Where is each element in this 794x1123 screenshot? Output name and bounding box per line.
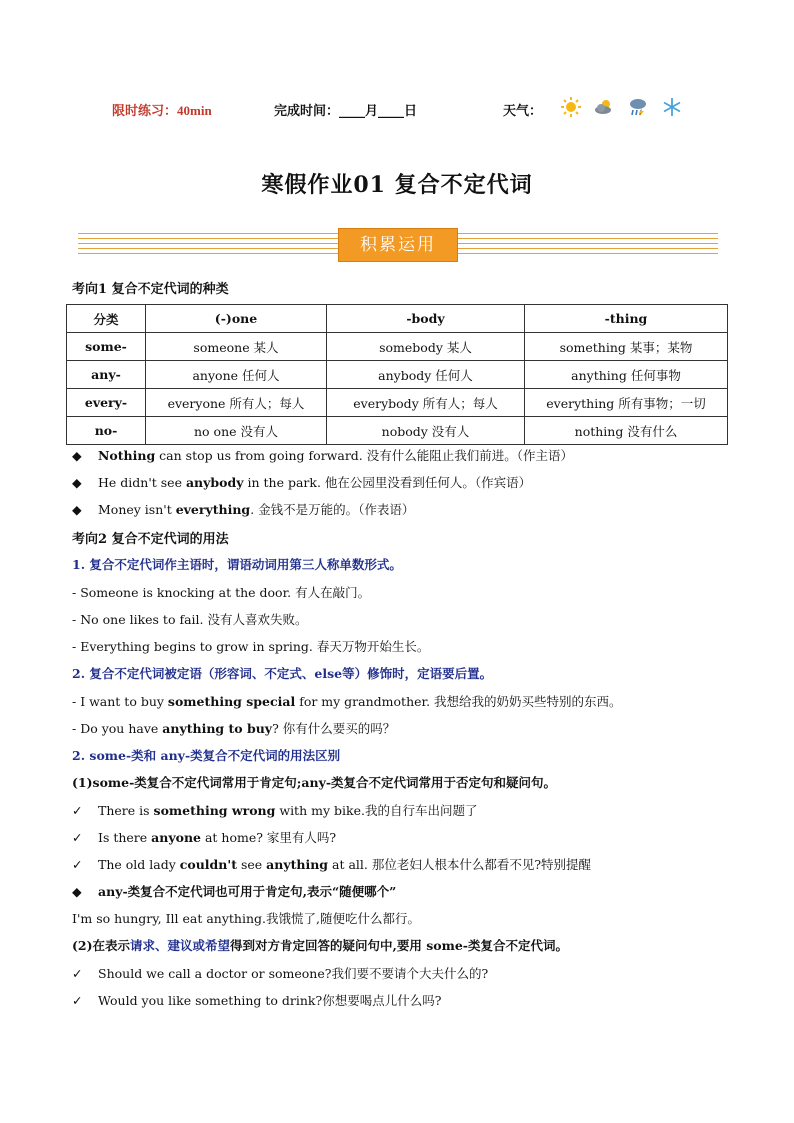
table-header-row xyxy=(67,305,728,333)
table-cell: any- xyxy=(67,361,146,389)
table-header-cell: -body xyxy=(327,305,525,333)
rule-heading: 2. 复合不定代词被定语（形容词、不定式、else等）修饰时，定语要后置。 xyxy=(72,666,493,681)
table-cell: no one 没有人 xyxy=(146,417,327,445)
example-line: ✓ Is there anyone at home? 家里有人吗? xyxy=(72,830,337,845)
snow-icon[interactable] xyxy=(661,96,683,118)
table-cell: everyone 所有人；每人 xyxy=(146,389,327,417)
time-limit-label: 限时练习：40min xyxy=(112,103,212,118)
table-cell: something 某事；某物 xyxy=(525,333,728,361)
example-line: - Someone is knocking at the door. 有人在敲门。 xyxy=(72,585,371,600)
rule-subheading: (1)some-类复合不定代词常用于肯定句;any-类复合不定代词常用于否定句和疑问句。 xyxy=(72,775,557,790)
table-row xyxy=(67,333,728,361)
rule-heading: 1. 复合不定代词作主语时，谓语动词用第三人称单数形式。 xyxy=(72,557,402,572)
check-bullet-icon: ✓ xyxy=(72,830,83,845)
table-header-cell: 分类 xyxy=(67,305,146,333)
table-row xyxy=(67,389,728,417)
table-cell: nothing 没有什么 xyxy=(525,417,728,445)
table-header-cell: (-)one xyxy=(146,305,327,333)
section-banner: 积累运用 xyxy=(338,228,458,262)
check-bullet-icon: ✓ xyxy=(72,803,83,818)
diamond-bullet-icon: ◆ xyxy=(72,475,82,490)
table-cell: somebody 某人 xyxy=(327,333,525,361)
example-line: - Do you have anything to buy? 你有什么要买的吗？ xyxy=(72,721,396,736)
section-heading-1: 考向1 复合不定代词的种类 xyxy=(72,282,229,297)
page-title: 寒假作业01 复合不定代词 xyxy=(261,172,533,198)
rule-heading: 2. some-类和 any-类复合不定代词的用法区别 xyxy=(72,748,341,763)
rule-subheading: (2)在表示请求、建议或希望得到对方肯定回答的疑问句中,要用 some-类复合不定代词。 xyxy=(72,938,568,953)
table-cell: nobody 没有人 xyxy=(327,417,525,445)
example-line: ◆ Money isn't everything. 金钱不是万能的。（作表语） xyxy=(72,502,415,517)
table-cell: no- xyxy=(67,417,146,445)
example-line: - I want to buy something special for my grandmother. 我想给我的奶奶买些特别的东西。 xyxy=(72,694,622,709)
check-bullet-icon: ✓ xyxy=(72,993,83,1008)
check-bullet-icon: ✓ xyxy=(72,857,83,872)
cloudy-icon[interactable] xyxy=(593,96,615,118)
pronoun-table xyxy=(66,304,728,445)
example-line: ✓ Should we call a doctor or someone?我们要不要请个大夫什么的? xyxy=(72,966,489,981)
example-line: ✓ There is something wrong with my bike.我的自行车出问题了 xyxy=(72,803,478,818)
section-heading-2: 考向2 复合不定代词的用法 xyxy=(72,532,229,547)
table-header-cell: -thing xyxy=(525,305,728,333)
table-cell: some- xyxy=(67,333,146,361)
note-line: ◆ any-类复合不定代词也可用于肯定句,表示“随便哪个” xyxy=(72,884,397,899)
diamond-bullet-icon: ◆ xyxy=(72,448,82,463)
example-line: - Everything begins to grow in spring. 春天万物开始生长。 xyxy=(72,639,430,654)
rain-icon[interactable] xyxy=(627,96,649,118)
sunny-icon[interactable] xyxy=(560,96,582,118)
diamond-bullet-icon: ◆ xyxy=(72,884,82,899)
example-line: ✓ The old lady couldn't see anything at all. 那位老妇人根本什么都看不见?特别提醒 xyxy=(72,857,592,872)
table-row xyxy=(67,417,728,445)
table-cell: anything 任何事物 xyxy=(525,361,728,389)
table-cell: everybody 所有人；每人 xyxy=(327,389,525,417)
table-cell: anyone 任何人 xyxy=(146,361,327,389)
completion-date-label: 完成时间：____月____日 xyxy=(274,104,418,119)
example-line: ✓ Would you like something to drink?你想要喝点儿什么吗? xyxy=(72,993,442,1008)
weather-label: 天气： xyxy=(503,104,543,119)
table-row xyxy=(67,361,728,389)
check-bullet-icon: ✓ xyxy=(72,966,83,981)
example-line: I'm so hungry, Ill eat anything.我饿慌了,随便吃什么都行。 xyxy=(72,911,420,926)
table-cell: everything 所有事物；一切 xyxy=(525,389,728,417)
table-cell: every- xyxy=(67,389,146,417)
example-line: - No one likes to fail. 没有人喜欢失败。 xyxy=(72,612,308,627)
table-cell: someone 某人 xyxy=(146,333,327,361)
table-cell: anybody 任何人 xyxy=(327,361,525,389)
example-line: ◆ He didn't see anybody in the park. 他在公园里没看到任何人。（作宾语） xyxy=(72,475,532,490)
diamond-bullet-icon: ◆ xyxy=(72,502,82,517)
example-line: ◆ Nothing can stop us from going forward. 没有什么能阻止我们前进。（作主语） xyxy=(72,448,573,463)
